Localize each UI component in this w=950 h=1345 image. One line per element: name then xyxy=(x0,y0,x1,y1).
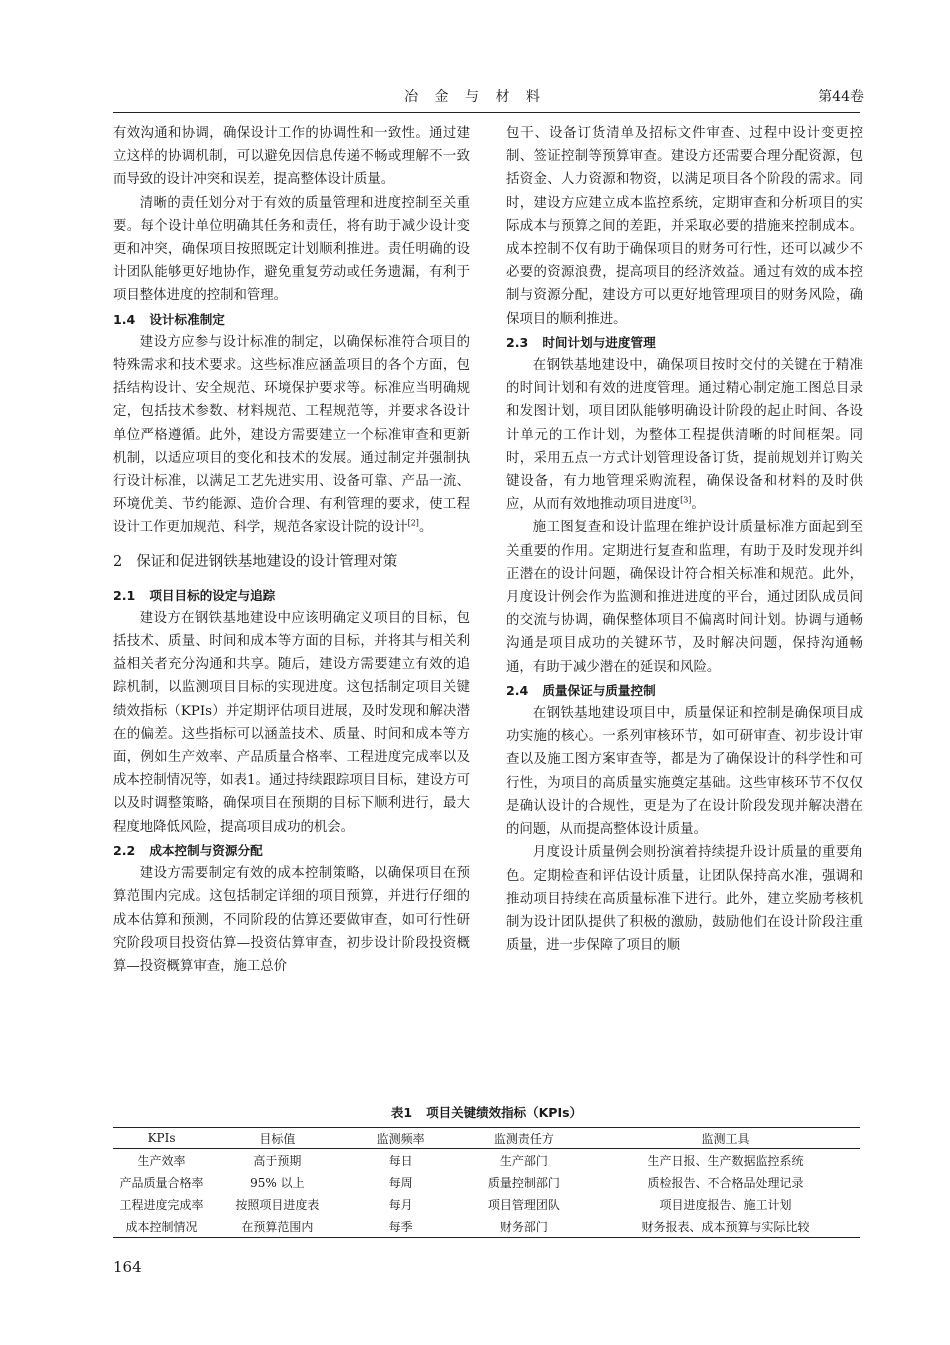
table-cell: 工程进度完成率 xyxy=(119,1197,204,1212)
section-title: 成本控制与资源分配 xyxy=(149,842,263,858)
section-number: 2.4 xyxy=(506,682,529,698)
table-cell: 95% 以上 xyxy=(250,1175,305,1190)
table-cell: 在预算范围内 xyxy=(210,1215,344,1238)
table-cell: 按照项目进度表 xyxy=(235,1197,320,1212)
paragraph: 有效沟通和协调，确保设计工作的协调性和一致性。通过建立这样的协调机制，可以避免因信息传递不畅或理解不一致而导致的设计冲突和误差，提高整体设计质量。 xyxy=(113,126,470,188)
section-number: 1.4 xyxy=(113,311,136,327)
section-number: 2.1 xyxy=(113,587,136,603)
column-header: KPIs xyxy=(113,1128,210,1149)
section-title: 质量保证与质量控制 xyxy=(542,682,656,698)
table-title: 项目关键绩效指标（KPIs） xyxy=(426,1105,583,1120)
section-heading-2-1 xyxy=(113,584,470,607)
section-heading-2-2 xyxy=(113,839,470,862)
table-cell: 生产效率 xyxy=(137,1153,186,1168)
table-cell: 项目进度报告、施工计划 xyxy=(659,1197,792,1212)
table-cell: 质量控制部门 xyxy=(487,1175,560,1190)
column-header: 目标值 xyxy=(210,1128,344,1149)
table-cell: 生产日报、生产数据监控系统 xyxy=(647,1153,804,1168)
table-cell: 产品质量合格率 xyxy=(119,1175,204,1190)
table-cell: 生产部门 xyxy=(499,1153,548,1168)
section-heading-2 xyxy=(113,550,470,574)
section-title: 时间计划与进度管理 xyxy=(542,334,656,350)
section-heading-2-3 xyxy=(506,331,863,354)
table-row xyxy=(113,1193,860,1215)
table-cell: 项目管理团队 xyxy=(487,1197,560,1212)
paragraph: 施工图复查和设计监理在维护设计质量标准方面起到至关重要的作用。定期进行复查和监理，有助于及时发现并纠正潜在的设计问题，确保设计符合相关标准和规范。此外，月度设计例会作为监测和推进进度的平台，通过团队成员间的交流与协调，确保整体项目不偏离时间计划。协调与通畅沟通是项目成功的关键环节，及时解决问题，保持沟通畅通，有助于减少潜在的延误和风险。 xyxy=(506,520,863,675)
column-header: 监测责任方 xyxy=(457,1128,591,1149)
table-row xyxy=(113,1149,860,1172)
table-cell: 每日 xyxy=(388,1153,413,1168)
section-title: 项目目标的设定与追踪 xyxy=(149,587,276,603)
column-header: 监测频率 xyxy=(345,1128,457,1149)
table-row xyxy=(113,1215,860,1238)
table-header-row xyxy=(113,1128,860,1149)
page-number: 164 xyxy=(113,1258,142,1276)
section-number: 2.3 xyxy=(506,334,529,350)
table-cell: 高于预期 xyxy=(253,1153,302,1168)
paragraph: 建设方在钢铁基地建设中应该明确定义项目的目标，包括技术、质量、时间和成本等方面的目标，并将其与相关利益相关者充分沟通和共享。随后，建设方需要建立有效的追踪机制，以监测项目目标的实现进度。这包括制定项目关键绩效指标（KPIs）并定期评估项目进展，及时发现和解决潜在的偏差。这些指标可以涵盖技术、质量、时间和成本等方面，例如生产效率、产品质量合格率、工程进度完成率以及成本控制情况等，如表1。通过持续跟踪项目目标，建设方可以及时调整策略，确保项目在预期的目标下顺利进行，最大程度地降低风险，提高项目成功的机会。 xyxy=(113,610,470,835)
paragraph: 在钢铁基地建设项目中，质量保证和控制是确保项目成功实施的核心。一系列审核环节，如可研审查、初步设计审查以及施工图方案审查等，都是为了确保设计的科学性和可行性，为项目的高质量实施奠定基础。这些审核环节不仅仅是确认设计的合规性，更是为了在设计阶段发现并解决潜在的问题，从而提高整体设计质量。 xyxy=(506,706,863,838)
section-title: 设计标准制定 xyxy=(149,311,225,327)
table-number: 表1 xyxy=(390,1105,413,1120)
paragraph: 建设方需要制定有效的成本控制策略，以确保项目在预算范围内完成。这包括制定详细的项目预算，并进行仔细的成本估算和预测，不同阶段的估算还要做审查，如可行性研究阶段项目投资估算—投资估算审查，初步设计阶段投资概算—投资概算审查，施工总价 xyxy=(113,866,470,974)
journal-title: 冶 金 与 材 料 xyxy=(404,89,546,105)
table-cell: 每周 xyxy=(388,1175,413,1190)
paragraph-end: 。 xyxy=(691,497,705,513)
paragraph: 清晰的责任划分对于有效的质量管理和进度控制至关重要。每个设计单位明确其任务和责任，将有助于减少设计变更和冲突，确保项目按照既定计划顺利推进。责任明确的设计团队能够更好地协作，避免重复劳动或任务遗漏，有利于项目整体进度的控制和管理。 xyxy=(113,195,470,304)
paragraph xyxy=(506,354,863,516)
paragraph-end: 。 xyxy=(418,520,433,536)
kpi-table xyxy=(113,1127,860,1238)
section-heading-1-4 xyxy=(113,308,470,331)
volume-label: 第44卷 xyxy=(818,89,864,105)
paragraph-text: 在钢铁基地建设中，确保项目按时交付的关键在于精准的时间计划和有效的进度管理。通过精心制定施工图总目录和发图计划，项目团队能够明确设计阶段的起止时间、各设计单元的工作计划，为整体工程提供清晰的时间框架。同时，采用五点一方式计划管理设备订货，提前规划并订购关键设备，有力地管理采购流程，确保设备和材料的及时供应，从而有效地推动项目进度 xyxy=(506,358,863,513)
table-cell: 每季 xyxy=(345,1215,457,1238)
section-heading-2-4 xyxy=(506,679,863,702)
citation-ref: [3] xyxy=(680,495,692,505)
table-cell: 财务报表、成本预算与实际比较 xyxy=(591,1215,860,1238)
paragraph: 月度设计质量例会则扮演着持续提升设计质量的重要角色。定期检查和评估设计质量，让团队保持高水准，强调和推动项目持续在高质量标准下进行。此外，建立奖励考核机制为设计团队提供了积极的激励，鼓励他们在设计阶段注重质量，进一步保障了项目的顺 xyxy=(506,845,863,954)
right-column xyxy=(506,122,863,957)
left-column xyxy=(113,122,470,978)
section-number: 2.2 xyxy=(113,842,136,858)
paragraph xyxy=(113,331,470,540)
section-number: 2 xyxy=(113,553,123,570)
table-cell: 财务部门 xyxy=(457,1215,591,1238)
paragraph-text: 建设方应参与设计标准的制定，以确保标准符合项目的特殊需求和技术要求。这些标准应涵盖项目的各个方面，包括结构设计、安全规范、环境保护要求等。标准应当明确规定，包括技术参数、材料规范、工程规范等，并要求各设计单位严格遵循。此外，建设方需要建立一个标准审查和更新机制，以适应项目的变化和技术的发展。通过制定并强制执行设计标准，以满足工艺先进实用、设备可靠、产品一流、环境优美、节约能源、造价合理、有利管理的要求，使工程设计工作更加规范、科学，规范各家设计院的设计 xyxy=(113,334,470,536)
table-caption xyxy=(113,1103,860,1123)
table-cell: 每月 xyxy=(388,1197,413,1212)
table-row xyxy=(113,1171,860,1193)
kpi-table-block xyxy=(113,1103,860,1238)
section-title: 保证和促进钢铁基地建设的设计管理对策 xyxy=(136,553,398,570)
citation-ref: [2] xyxy=(407,518,419,528)
table-cell: 质检报告、不合格品处理记录 xyxy=(647,1175,804,1190)
table-cell: 成本控制情况 xyxy=(113,1215,210,1238)
column-header: 监测工具 xyxy=(591,1128,860,1149)
header-rule xyxy=(113,112,860,113)
paragraph: 包干、设备订货清单及招标文件审查、过程中设计变更控制、签证控制等预算审查。建设方还需要合理分配资源，包括资金、人力资源和物资，以满足项目各个阶段的需求。同时，建设方应建立成本监控系统，定期审查和分析项目的实际成本与预算之间的差距，并采取必要的措施来控制成本。成本控制不仅有助于确保项目的财务可行性，还可以减少不必要的资源浪费，提高项目的经济效益。通过有效的成本控制与资源分配，建设方可以更好地管理项目的财务风险，确保项目的顺利推进。 xyxy=(506,126,863,327)
